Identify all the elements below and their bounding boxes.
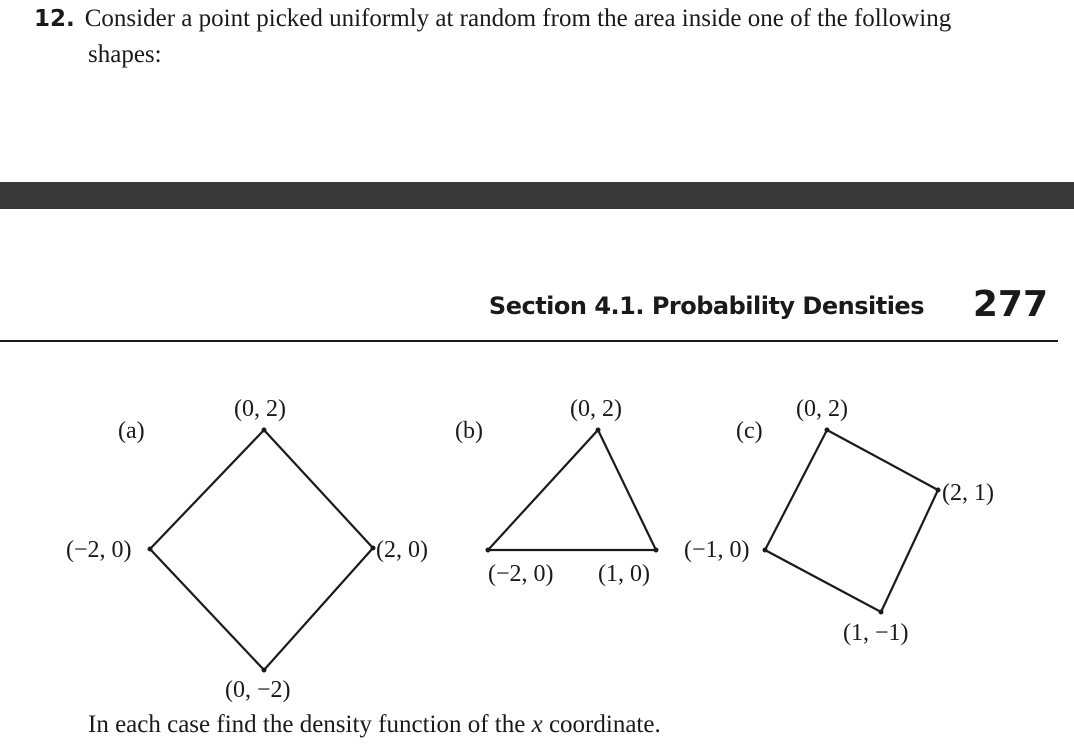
vertex-dot	[148, 547, 153, 552]
figure-c	[684, 396, 994, 646]
vertex-label-a-left: (−2, 0)	[66, 537, 132, 563]
vertex-dot	[262, 668, 267, 673]
vertex-label-b-left: (−2, 0)	[488, 561, 554, 587]
vertex-label-a-right: (2, 0)	[376, 537, 428, 563]
vertex-label-a-bottom: (0, −2)	[225, 677, 291, 703]
vertex-label-c-bottom: (1, −1)	[843, 620, 909, 646]
vertex-label-b-top: (0, 2)	[570, 396, 622, 422]
vertex-dot	[825, 428, 830, 433]
figure-a	[66, 396, 428, 703]
question-text-before: In each case find the density function of the	[88, 711, 532, 738]
vertex-dot	[763, 548, 768, 553]
vertex-label-c-left: (−1, 0)	[684, 537, 750, 563]
vertex-dot	[879, 610, 884, 615]
vertex-dot	[936, 488, 941, 493]
problem-text-line-2: shapes:	[88, 41, 162, 68]
vertex-label-b-right: (1, 0)	[598, 561, 650, 587]
problem-number: 12.	[34, 6, 75, 32]
problem-text-line-1: Consider a point picked uniformly at random from the area inside one of the following	[84, 5, 952, 32]
vertex-dot	[486, 548, 491, 553]
section-title: Section 4.1. Probability Densities	[488, 292, 924, 320]
vertex-label-a-top: (0, 2)	[234, 396, 286, 422]
vertex-dot	[371, 546, 376, 551]
vertex-dot	[654, 548, 659, 553]
vertex-dot	[596, 428, 601, 433]
question-text	[88, 710, 661, 740]
question-variable: x	[531, 711, 543, 738]
figure-a-label: (a)	[118, 418, 145, 444]
diamond-shape	[150, 430, 373, 670]
vertex-dot	[262, 428, 267, 433]
vertex-label-c-top: (0, 2)	[796, 396, 848, 422]
figure-b	[455, 396, 659, 587]
triangle-shape	[488, 430, 656, 550]
page-number: 277	[972, 284, 1048, 325]
vertex-label-c-right: (2, 1)	[942, 480, 994, 506]
question-text-after: coordinate.	[542, 711, 661, 738]
figure-c-label: (c)	[736, 418, 763, 444]
figure-b-label: (b)	[455, 418, 483, 444]
tilted-square-shape	[765, 430, 938, 612]
